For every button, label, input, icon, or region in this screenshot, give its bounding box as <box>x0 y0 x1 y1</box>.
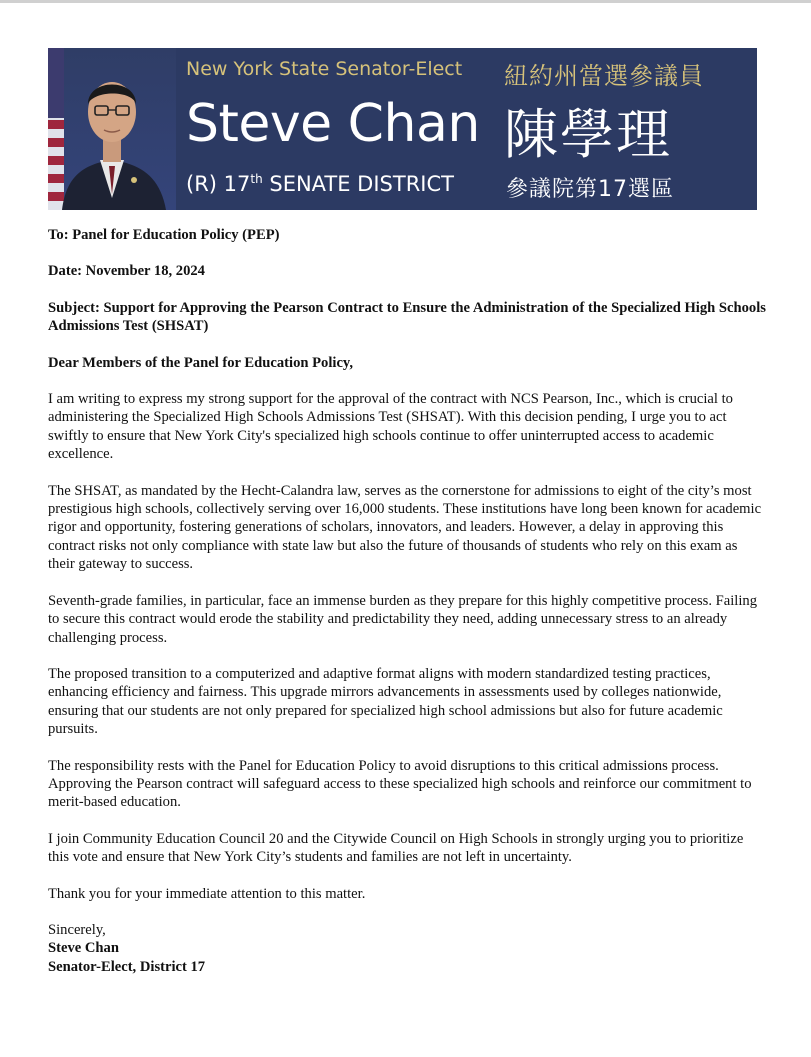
paragraph: The proposed transition to a computerized and adaptive format aligns with modern standardized testing practices, enhancing efficiency and fairness. This upgrade mirrors advancements in assessments used by colleges nationwide, ensuring that our students are not only prepared for specialized high school admissions but also for future academic pursuits. <box>48 665 723 738</box>
name-english: Steve Chan <box>186 94 480 154</box>
district-chinese: 參議院第17選區 <box>506 177 674 202</box>
paragraph: I am writing to express my strong support for the approval of the contract with NCS Pearson, Inc., which is crucial to administering the Specialized High Schools Admissions Test (SHSAT). With this decision pending, I urge you to act swiftly to ensure that New York City's specialized high schools continue to offer uninterrupted access to academic excellence. <box>48 391 733 463</box>
portrait-figure <box>48 48 176 210</box>
district-english <box>186 172 454 196</box>
letterhead-banner <box>48 48 757 210</box>
to-line: To: Panel for Education Policy (PEP) <box>48 227 280 243</box>
date-line: Date: November 18, 2024 <box>48 263 205 280</box>
top-rule <box>0 0 811 3</box>
district-prefix: (R) 17 <box>186 172 251 196</box>
signer-title: Senator-Elect, District 17 <box>48 958 206 975</box>
district-ordinal-suffix: th <box>250 172 263 186</box>
closing: Sincerely, <box>48 921 106 938</box>
title-chinese: 紐約州當選參議員 <box>504 62 704 90</box>
paragraph: I join Community Education Council 20 and the Citywide Council on High Schools in strongly urging you to prioritize this vote and ensure that New York City’s students and families are not left in uncertainty. <box>48 830 744 866</box>
paragraph: Thank you for your immediate attention to this matter. <box>48 885 366 902</box>
title-english: New York State Senator-Elect <box>186 58 463 80</box>
paragraph: The SHSAT, as mandated by the Hecht-Calandra law, serves as the cornerstone for admissions to eight of the city’s most prestigious high schools, collectively serving over 16,000 students. These institutions have long been known for academic rigor and opportunity, fostering generations of scholars, innovators, and leaders. However, a delay in approving this contract risks not only compliance with state law but also the future of thousands of students who rely on this exam as their gateway to success. <box>48 482 762 573</box>
paragraph: The responsibility rests with the Panel for Education Policy to avoid disruptions to this critical admissions process. Approving the Pearson contract will safeguard access to these specialized high schools and reinforce our commitment to merit-based education. <box>48 757 752 811</box>
letter-body <box>48 226 766 976</box>
salutation: Dear Members of the Panel for Education Policy, <box>48 354 354 371</box>
subject-line: Subject: Support for Approving the Pearson Contract to Ensure the Administration of the Specialized High Schools Admissions Test (SHSAT) <box>48 299 766 335</box>
senator-portrait <box>48 48 176 210</box>
name-chinese: 陳學理 <box>504 103 672 166</box>
paragraph: Seventh-grade families, in particular, face an immense burden as they prepare for this highly competitive process. Failing to secure this contract would erode the stability and predictability they need, adding unnecessary stress to an already challenging process. <box>48 592 758 646</box>
signer-name: Steve Chan <box>48 940 119 957</box>
district-suffix: SENATE DISTRICT <box>262 172 454 196</box>
